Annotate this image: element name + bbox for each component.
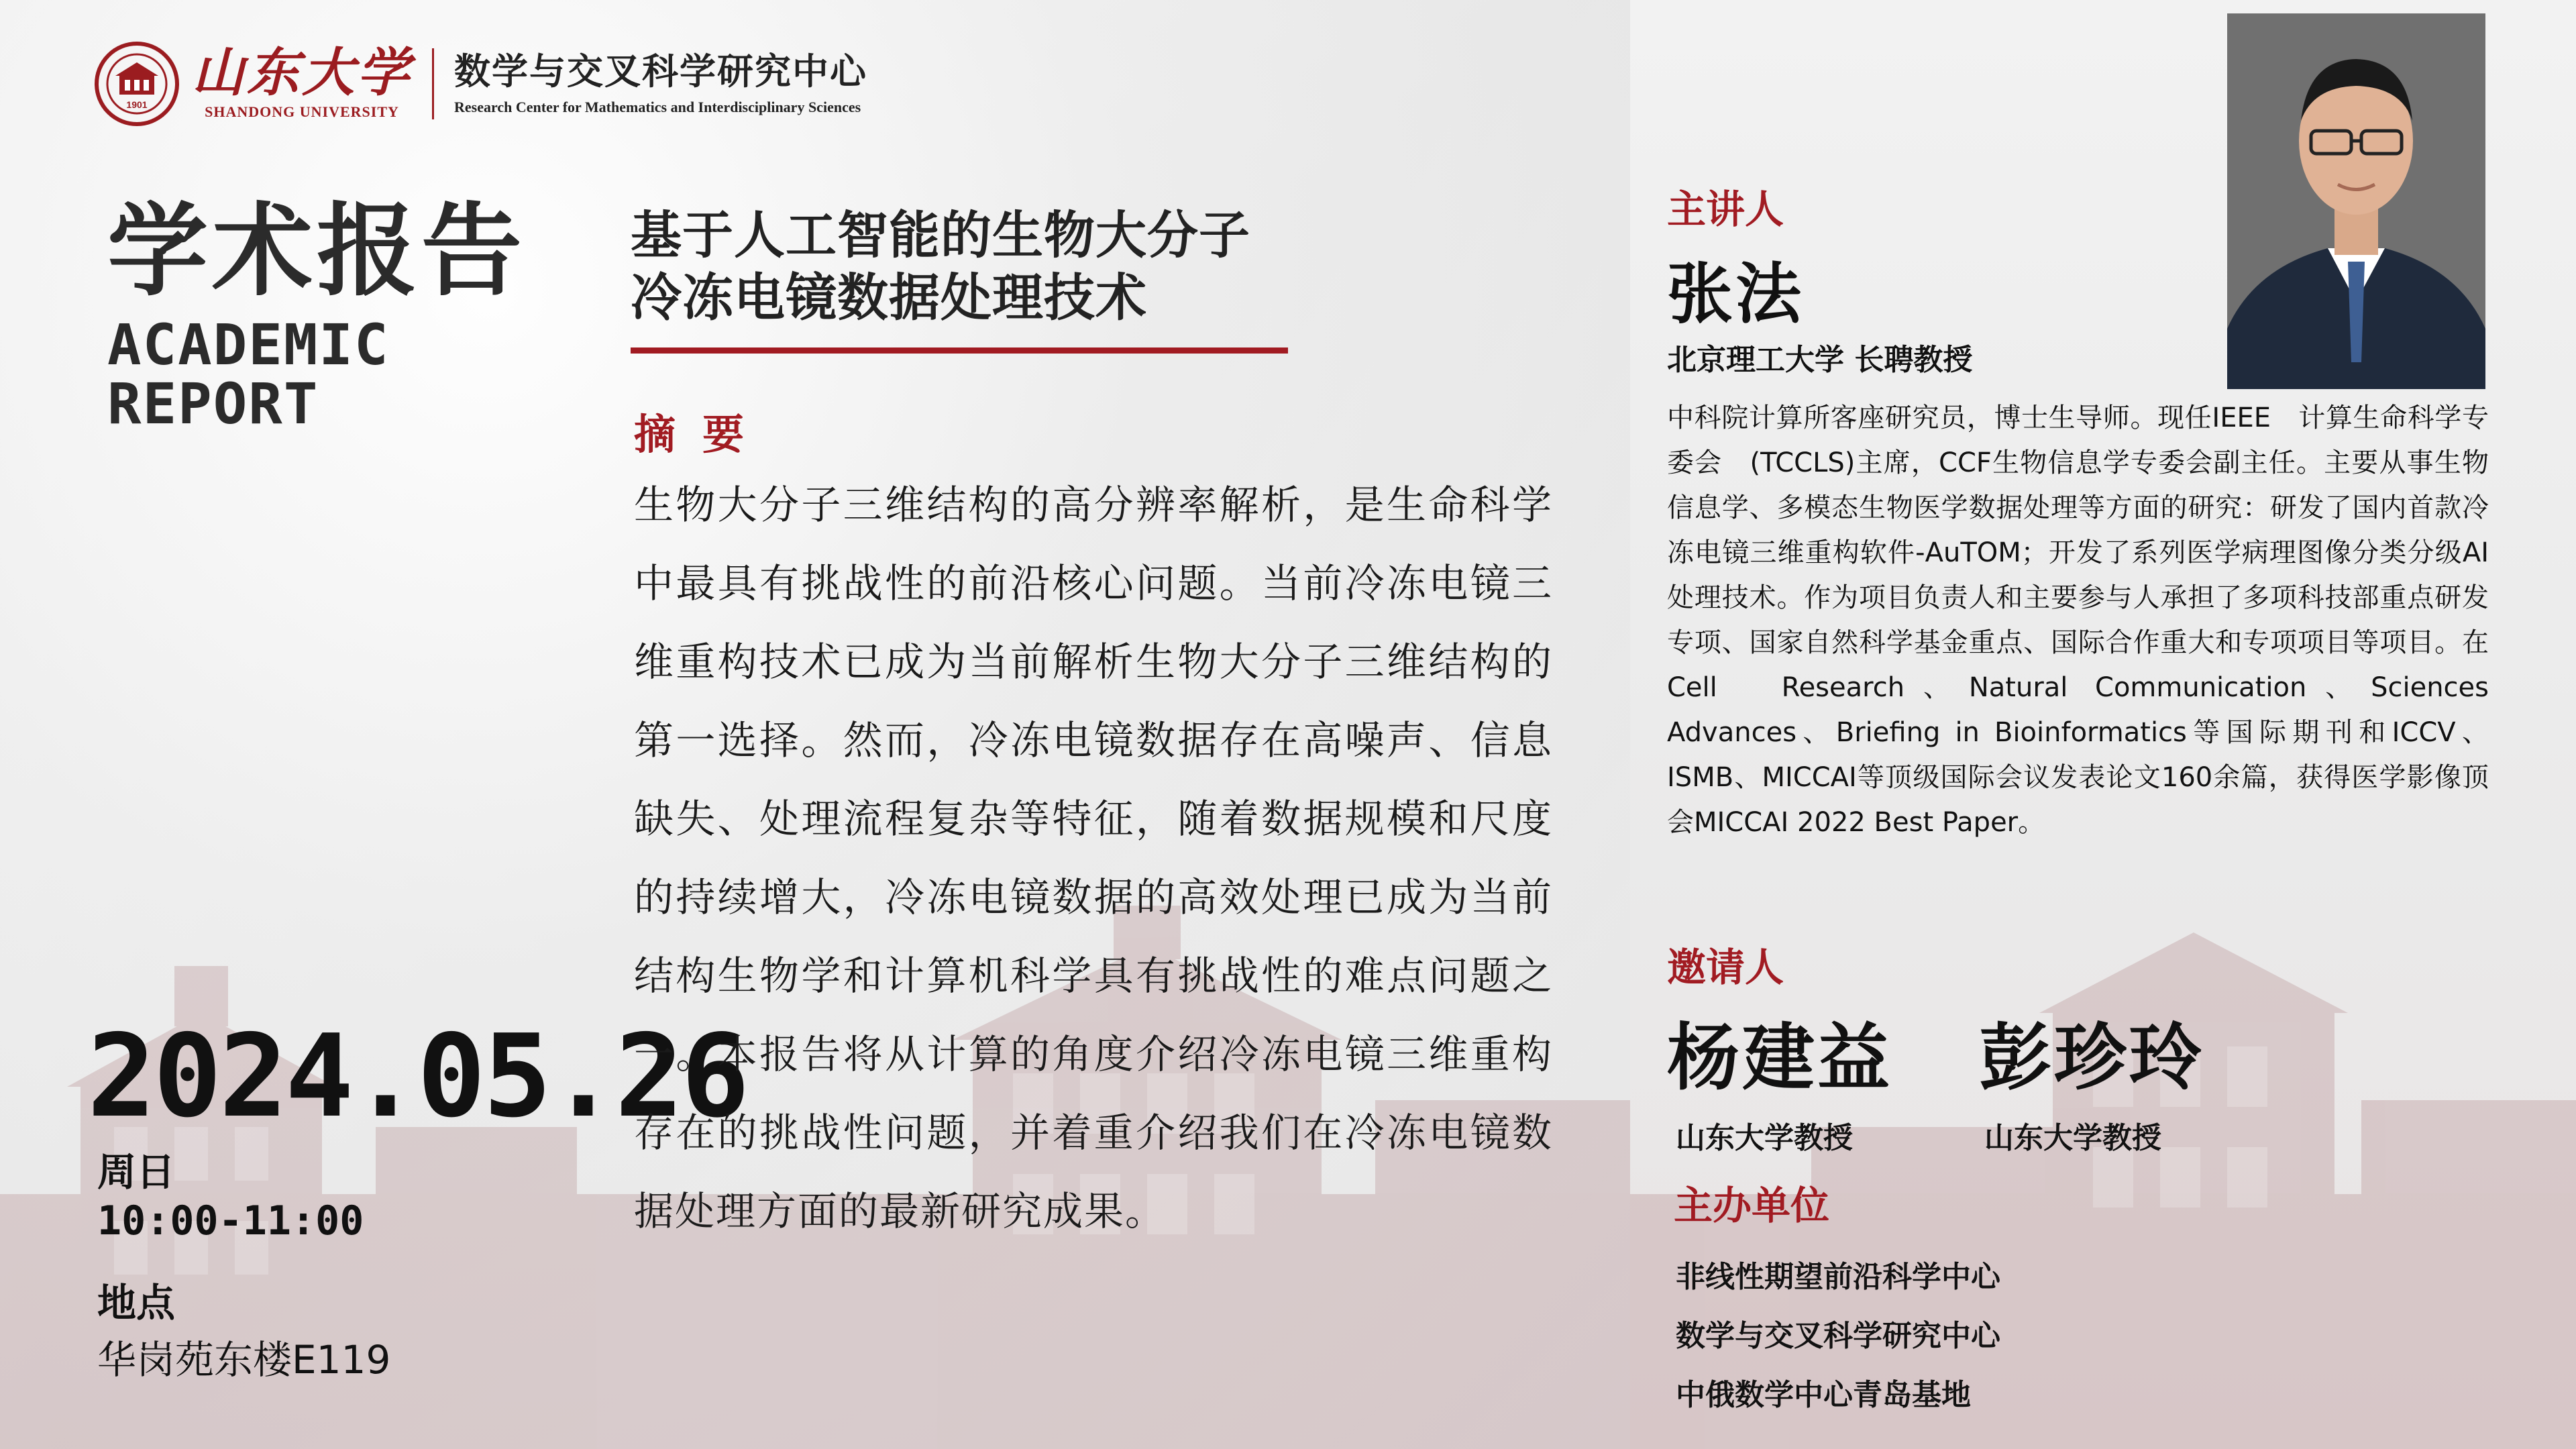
university-name-cn: 山东大学 <box>192 42 413 103</box>
university-name <box>192 42 413 121</box>
host-section-label: 主办单位 <box>1674 1183 1830 1228</box>
seal-year: 1901 <box>126 99 148 110</box>
header-logo <box>94 40 867 127</box>
speaker-affiliation: 北京理工大学 长聘教授 <box>1667 343 1973 377</box>
logo-divider <box>432 48 434 119</box>
talk-title-line1: 基于人工智能的生物大分子 <box>631 205 1250 265</box>
speaker-name: 张法 <box>1667 256 1805 333</box>
host-item-3: 中俄数学中心青岛基地 <box>1676 1378 1971 1412</box>
host-item-2: 数学与交叉科学研究中心 <box>1676 1319 2000 1353</box>
report-title-en-line1 <box>107 312 390 378</box>
inviter-name-1: 杨建益 <box>1667 1016 1893 1100</box>
speaker-photo <box>2227 13 2485 389</box>
talk-title <box>631 205 1368 329</box>
research-center-cn: 数学与交叉科学研究中心 <box>454 50 868 93</box>
report-title-en-line2-text: REPORT <box>107 371 319 437</box>
talk-title-underline <box>631 347 1288 354</box>
speaker-portrait-icon <box>2227 13 2485 389</box>
university-name-en: SHANDONG UNIVERSITY <box>205 103 399 120</box>
university-seal-icon <box>94 41 180 127</box>
talk-title-line2: 冷冻电镜数据处理技术 <box>631 267 1147 327</box>
report-title-cn: 学术报告 <box>107 193 527 310</box>
location-label: 地点 <box>97 1280 176 1326</box>
speaker-section-label: 主讲人 <box>1667 186 1784 232</box>
event-weekday: 周日 <box>97 1149 176 1195</box>
speaker-bio: 中科院计算所客座研究员，博士生导师。现任IEEE 计算生命科学专委会 (TCCLS)主席，CCF生物信息学专委会副主任。主要从事生物信息学、多模态生物医学数据处理等方面的研究：研发了国内首款冷冻电镜三维重构软件-AuTOM；开发了系列医学病理图像分类分级AI处理技术。作为项目负责人和主要参与人承担了多项科技部重点研发专项、国家自然科学基金重点、国际合作重大和专项项目等项目。在Cell Research、Natural Communication、Sciences Advances、Briefing in Bioinformatics等国际期刊和ICCV、ISMB、MICCAI等顶级国际会议发表论文160余篇，获得医学影像顶会MICCAI 2022 Best Paper。 <box>1667 402 2489 838</box>
report-title-en <box>107 312 390 437</box>
research-center-en: Research Center for Mathematics and Interdisciplinary Sciences <box>454 98 861 115</box>
report-title-en-line2 <box>107 371 390 437</box>
host-item-1: 非线性期望前沿科学中心 <box>1676 1260 2000 1294</box>
inviter-section-label: 邀请人 <box>1667 945 1784 990</box>
research-center-name <box>454 52 867 115</box>
inviter-affiliation-2: 山东大学教授 <box>1984 1121 2161 1155</box>
event-time: 10:00-11:00 <box>97 1197 364 1244</box>
inviter-affiliation-1: 山东大学教授 <box>1676 1121 1853 1155</box>
abstract-label: 摘要 <box>634 410 771 459</box>
event-location: 华岗苑东楼E119 <box>97 1337 391 1383</box>
abstract-text: 生物大分子三维结构的高分辨率解析，是生命科学中最具有挑战性的前沿核心问题。当前冷冻电镜三维重构技术已成为当前解析生物大分子三维结构的第一选择。然而，冷冻电镜数据存在高噪声、信息缺失、处理流程复杂等特征，随着数据规模和尺度的持续增大，冷冻电镜数据的高效处理已成为当前结构生物学和计算机科学具有挑战性的难点问题之一。本报告将从计算的角度介绍冷冻电镜三维重构存在的挑战性问题，并着重介绍我们在冷冻电镜数据处理方面的最新研究成果。 <box>634 482 1553 1234</box>
inviter-name-2: 彭珍玲 <box>1979 1016 2205 1100</box>
report-title-en-line1-text: ACADEMIC <box>107 312 390 378</box>
host-list <box>1676 1248 2000 1425</box>
event-date: 2024.05.26 <box>87 1010 747 1143</box>
